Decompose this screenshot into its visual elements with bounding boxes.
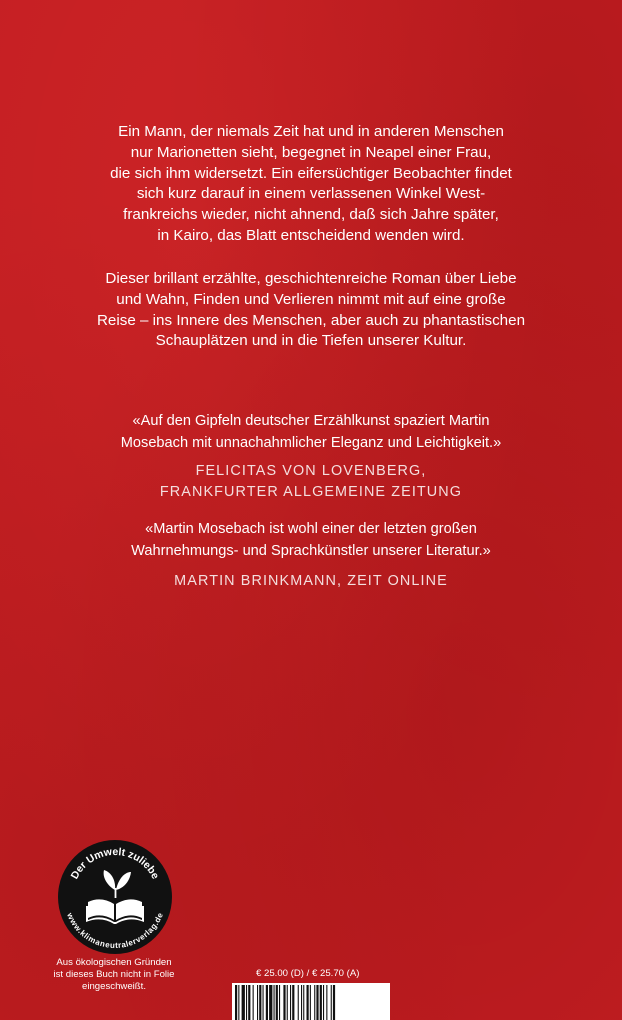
barcode-bar [301,985,302,1020]
review-source-2: MARTIN BRINKMANN, ZEIT ONLINE [174,573,448,589]
blurb-paragraph-2: Dieser brillant erzählte, geschichtenreiche Roman über Liebe und Wahn, Finden und Verlieren nimmt mit auf eine große Reise – ins Innere des Menschen, aber auch zu phantastischen Schauplätzen und in die Tiefen unserer Kultur. [96,270,526,350]
barcode-bar [246,985,247,1020]
barcode-bar [257,985,258,1020]
barcode-bar [314,985,315,1020]
barcode-bar [287,985,288,1020]
review-quote-1: «Auf den Gipfeln deutscher Erzählkunst spaziert Martin Mosebach mit unnachahmlicher Eleganz und Leichtigkeit.» [120,413,502,451]
price-label: € 25.00 (D) / € 25.70 (A) [256,968,360,980]
barcode [232,983,390,1020]
barcode-bar [253,985,254,1020]
open-book-with-leaves-icon [86,870,144,924]
barcode-bar [248,985,250,1020]
barcode-bar [266,985,268,1020]
barcode-bar [276,985,278,1020]
barcode-bar [310,985,311,1020]
barcode-bar [323,985,324,1020]
barcode-bar [235,985,237,1020]
svg-text:Der Umwelt zuliebe [69,846,162,881]
barcode-bar [263,985,264,1020]
blurb-paragraph-1: Ein Mann, der niemals Zeit hat und in anderen Menschen nur Marionetten sieht, begegnet in Neapel einer Frau, die sich ihm widersetzt. Ein eifersüchtiger Beobachter findet sich kurz darauf in einem verlassenen Winkel West- frankreichs wieder, nicht ahnend, daß sich Jahre später, in Kairo, das Blatt entscheidend wenden wird. [110,123,512,244]
barcode-bar [283,985,285,1020]
eco-badge-top-text: Der Umwelt zuliebe [68,845,162,882]
barcode-bar [238,985,239,1020]
barcode-bar [326,985,327,1020]
eco-badge [58,840,172,954]
barcode-bar [298,985,299,1020]
barcode-bar [292,985,294,1020]
barcode-bar [274,985,275,1020]
barcode-bar [307,985,309,1020]
barcode-bar [303,985,304,1020]
barcode-bar [269,985,272,1020]
barcode-bar [333,985,335,1020]
barcode-bar [259,985,261,1020]
barcode-bar [320,985,322,1020]
barcode-bar [279,985,280,1020]
review-quote-2: «Martin Mosebach ist wohl einer der letzten großen Wahrnehmungs- und Sprachkünstler unserer Literatur.» [131,521,491,559]
barcode-bar [316,985,318,1020]
barcode-bar [242,985,245,1020]
eco-badge-bottom-text: www.klimaneutralerverlag.de [65,911,165,950]
eco-note: Aus ökologischen Gründen ist dieses Buch nicht in Folie eingeschweißt. [53,957,175,993]
barcode-bar [331,985,332,1020]
svg-text:www.klimaneutralerverlag.de [65,911,165,950]
review-source-1: FELICITAS VON LOVENBERG, FRANKFURTER ALLGEMEINE ZEITUNG [159,463,463,500]
barcode-bar [290,985,291,1020]
